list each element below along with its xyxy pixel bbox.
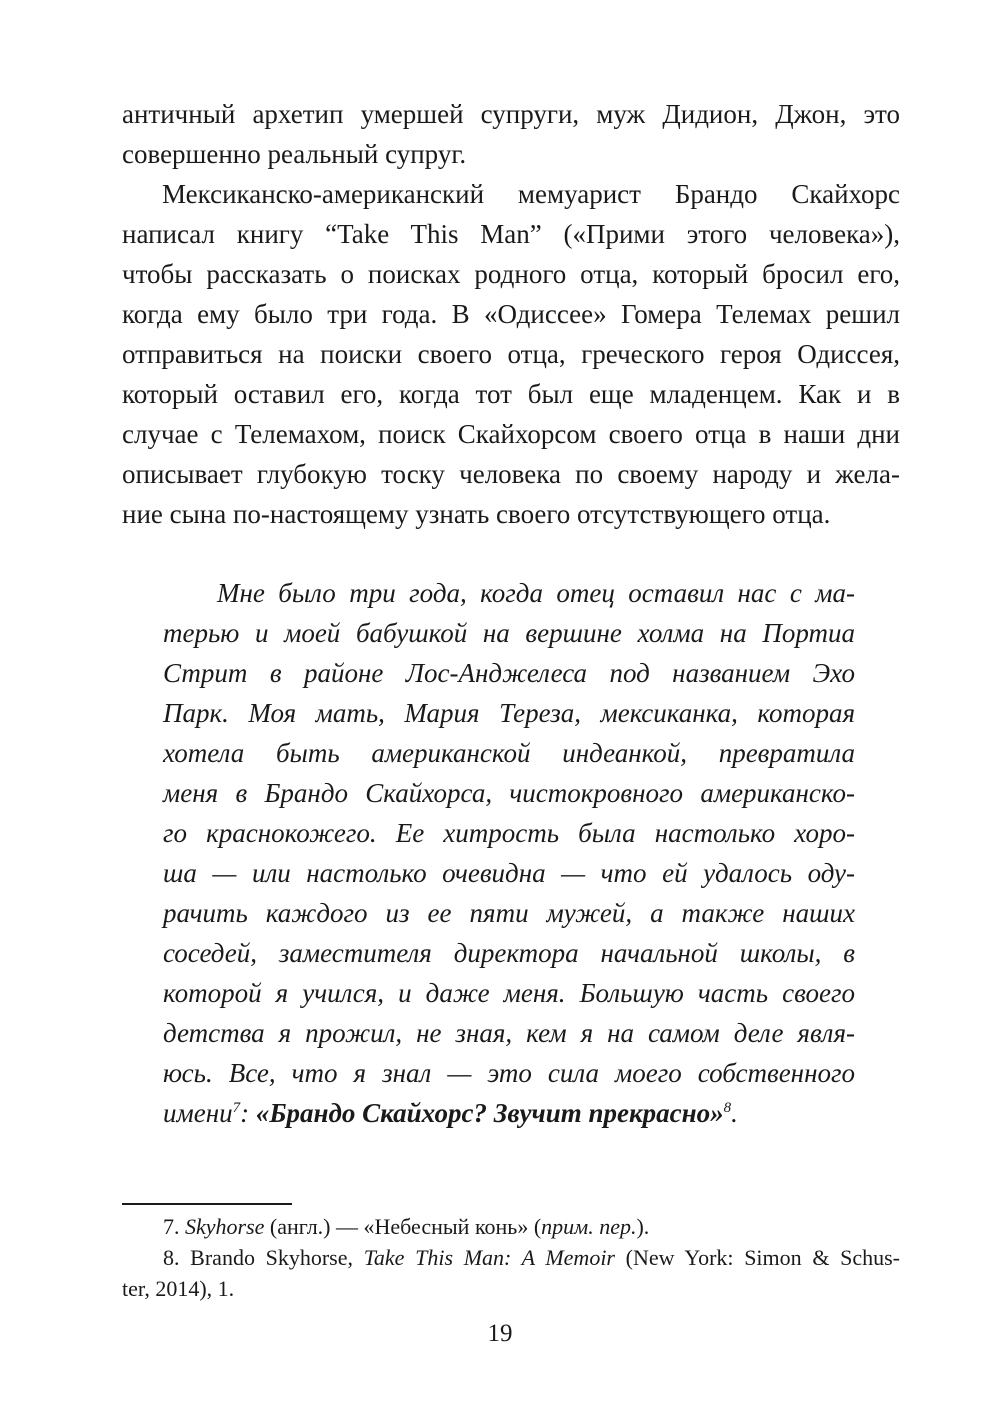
- paragraph-1-line-2: совершенно реальный супруг.: [122, 139, 467, 169]
- footnote-ref-7: 7: [232, 1100, 241, 1116]
- paragraph-2-line-4: когда ему было три года. В «Одиссее» Гомера Телемах решил: [122, 299, 900, 329]
- quote-line-7: го краснокожего. Ее хитрость была настолько хоро-: [163, 818, 855, 848]
- quote-line-11: которой я учился, и даже меня. Большую часть своего: [163, 978, 855, 1008]
- paragraph-2-line-9: ние сына по-настоящему узнать своего отсутствующего отца.: [122, 499, 831, 529]
- footnote-7: [163, 1212, 649, 1242]
- quote-text-name: имени: [163, 1098, 233, 1128]
- quote-line-4: Парк. Моя мать, Мария Тереза, мексиканка, которая: [163, 698, 855, 728]
- paragraph-2-line-1: Мексиканско-американский мемуарист Брандо Скайхорс: [162, 179, 900, 209]
- footnote-8-title: Take This Man: A Memoir: [363, 1245, 615, 1270]
- footnote-8-publisher: (New York: Simon & Schus-: [615, 1245, 901, 1270]
- page-number: 19: [487, 1320, 513, 1347]
- footnote-ref-8: 8: [723, 1100, 732, 1116]
- quote-colon: :: [240, 1098, 256, 1128]
- paragraph-2-line-6: который оставил его, когда тот был еще младенцем. Как и в: [122, 379, 900, 409]
- quote-line-13: юсь. Все, что я знал — это сила моего собственного: [163, 1058, 855, 1088]
- footnote-7-term: Skyhorse: [185, 1214, 265, 1239]
- footnote-8-line-1: [163, 1243, 900, 1273]
- footnote-7-number: 7.: [163, 1214, 185, 1239]
- quote-line-9: рачить каждого из ее пяти мужей, а также наших: [163, 898, 855, 928]
- quote-line-1: Мне было три года, когда отец оставил нас с ма-: [217, 578, 855, 608]
- quote-line-12: детства я прожил, не зная, кем я на самом деле явля-: [163, 1018, 855, 1048]
- quote-end-period: .: [731, 1098, 738, 1128]
- quote-bold-phrase: «Брандо Скайхорс? Звучит прекрасно»: [255, 1098, 724, 1128]
- footnote-8-line-2: ter, 2014), 1.: [122, 1276, 235, 1301]
- quote-line-8: ша — или настолько очевидна — что ей удалось оду-: [163, 858, 855, 888]
- paragraph-2-line-8: описывает глубокую тоску человека по своему народу и жела-: [122, 459, 900, 489]
- paragraph-2-line-3: чтобы рассказать о поисках родного отца, который бросил его,: [122, 259, 900, 289]
- paragraph-2-line-2: написал книгу “Take This Man” («Прими этого человека»),: [122, 219, 900, 249]
- quote-line-14: [163, 1093, 855, 1133]
- quote-line-3: Стрит в районе Лос-Анджелеса под названием Эхо: [163, 658, 855, 688]
- footnote-8-author: 8. Brando Skyhorse,: [163, 1245, 364, 1270]
- paragraph-1-line-1: античный архетип умершей супруги, муж Дидион, Джон, это: [122, 99, 900, 129]
- quote-line-6: меня в Брандо Скайхорса, чистокровного американско-: [163, 778, 855, 808]
- quote-line-5: хотела быть американской индеанкой, превратила: [163, 738, 855, 768]
- paragraph-2-line-7: случае с Телемахом, поиск Скайхорсом своего отца в наши дни: [122, 419, 900, 449]
- quote-line-2: терью и моей бабушкой на вершине холма на Портиа: [163, 618, 855, 648]
- footnote-7-note: прим. пер.: [541, 1214, 637, 1239]
- quote-line-10: соседей, заместителя директора начальной школы, в: [163, 938, 855, 968]
- footnote-separator: [122, 1203, 292, 1205]
- footnote-7-close: ).: [636, 1214, 650, 1239]
- paragraph-2-line-5: отправиться на поиски своего отца, греческого героя Одиссея,: [122, 339, 900, 369]
- footnote-7-lang: (англ.) — «Небесный конь» (: [264, 1214, 542, 1239]
